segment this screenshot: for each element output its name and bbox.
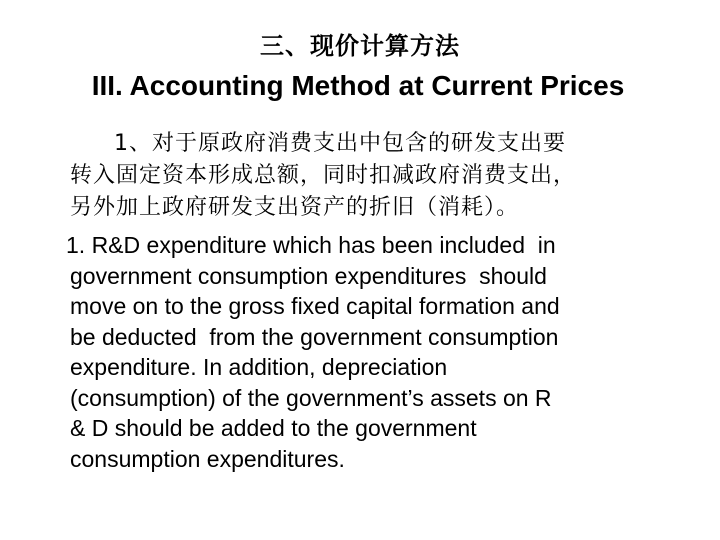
paragraph-english-line: move on to the gross fixed capital formation and <box>70 293 560 319</box>
paragraph-chinese-line: 另外加上政府研发支出资产的折旧（消耗）。 <box>70 195 520 220</box>
paragraph-english <box>66 230 680 474</box>
paragraph-chinese-line: 转入固定资本形成总额，同时扣减政府消费支出， <box>70 163 577 188</box>
paragraph-chinese-line: 1、对于原政府消费支出中包含的研发支出要 <box>114 131 566 156</box>
paragraph-english-line: (consumption) of the government’s assets on R <box>70 384 552 411</box>
paragraph-english-line: 1. R&D expenditure which has been included in <box>66 232 556 258</box>
paragraph-english-line: expenditure. In addition, depreciation <box>70 354 448 380</box>
paragraph-english-line: consumption expenditures. <box>70 445 345 472</box>
title-english: III. Accounting Method at Current Prices <box>91 70 625 101</box>
title-chinese: 三、现价计算方法 <box>260 32 460 60</box>
paragraph-english-line: be deducted from the government consumption <box>70 323 559 350</box>
paragraph-english-line: & D should be added to the government <box>70 415 477 441</box>
paragraph-english-line: government consumption expenditures should <box>70 262 547 289</box>
paragraph-chinese <box>70 128 670 224</box>
